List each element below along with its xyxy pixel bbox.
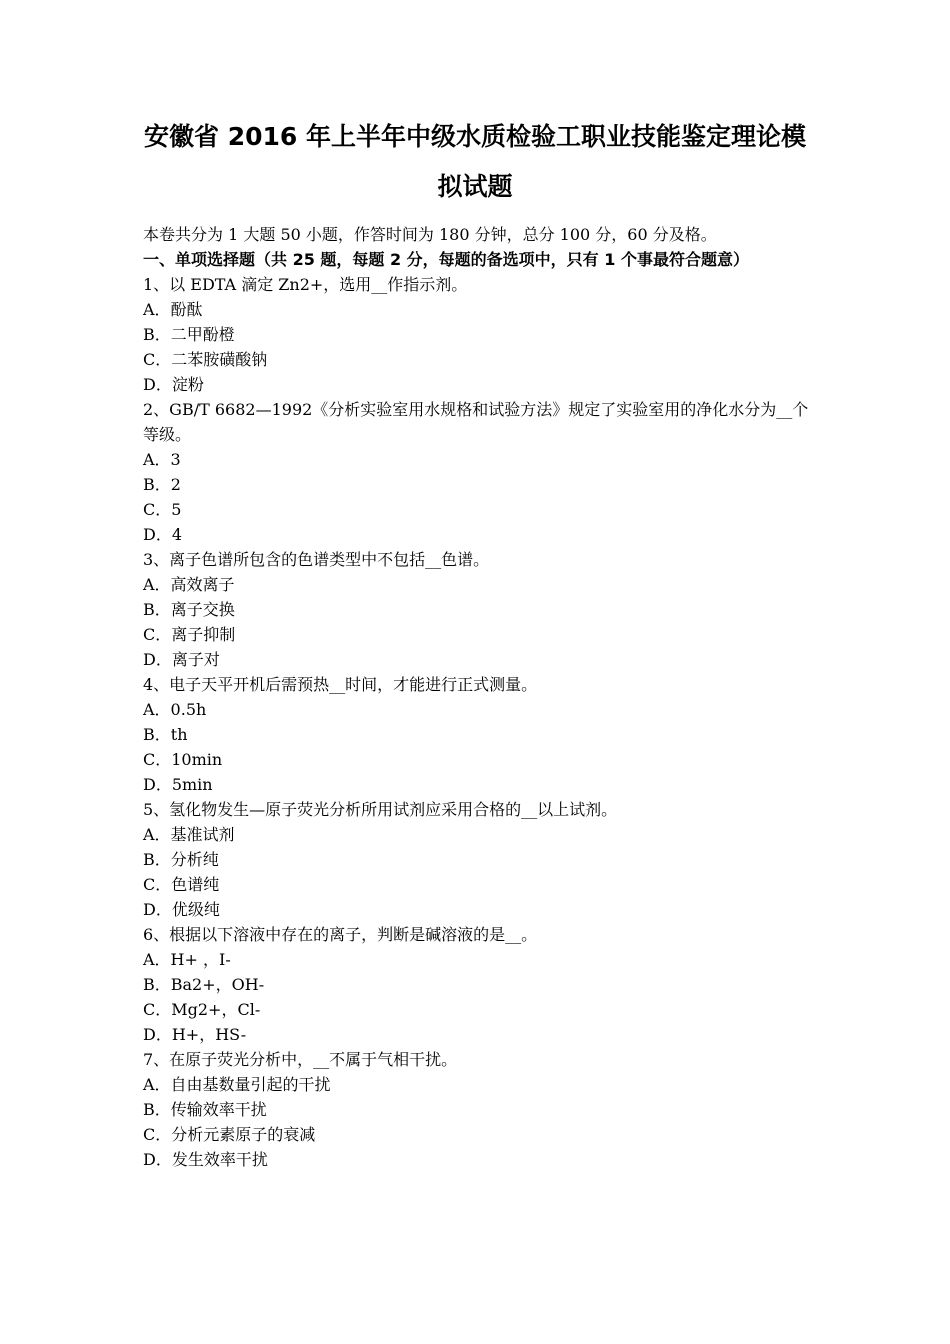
question-7 [143, 1047, 813, 1172]
question-option: A．自由基数量引起的干扰 [143, 1075, 331, 1094]
question-option: A．基准试剂 [143, 825, 235, 844]
question-option: D．优级纯 [143, 900, 220, 919]
question-option: C．色谱纯 [143, 875, 220, 894]
question-4 [143, 672, 813, 797]
question-option: C．5 [143, 500, 182, 519]
question-option: B．传输效率干扰 [143, 1100, 267, 1119]
question-6 [143, 922, 813, 1047]
question-option: C．10min [143, 750, 223, 769]
question-option: B．二甲酚橙 [143, 325, 235, 344]
question-option: B．Ba2+，OH- [143, 975, 265, 994]
question-5 [143, 797, 813, 922]
question-option: A．高效离子 [143, 575, 235, 594]
question-stem: 4、电子天平开机后需预热__时间，才能进行正式测量。 [143, 675, 538, 694]
question-option: A．0.5h [143, 700, 207, 719]
question-option: C．二苯胺磺酸钠 [143, 350, 268, 369]
question-2 [143, 397, 813, 547]
question-option: D．4 [143, 525, 183, 544]
question-1 [143, 272, 813, 397]
exam-intro: 本卷共分为 1 大题 50 小题，作答时间为 180 分钟，总分 100 分，60 分及格。 [143, 225, 717, 244]
question-option: A．酚酞 [143, 300, 203, 319]
question-stem: 5、氢化物发生—原子荧光分析所用试剂应采用合格的__以上试剂。 [143, 800, 618, 819]
section-heading: 一、单项选择题（共 25 题，每题 2 分，每题的备选项中，只有 1 个事最符合题意） [143, 250, 749, 269]
question-option: D．离子对 [143, 650, 220, 669]
question-option: B．分析纯 [143, 850, 219, 869]
question-option: C．Mg2+，Cl- [143, 1000, 261, 1019]
question-option: D．淀粉 [143, 375, 204, 394]
question-option: B．2 [143, 475, 181, 494]
question-option: C．离子抑制 [143, 625, 236, 644]
question-stem: 6、根据以下溶液中存在的离子，判断是碱溶液的是__。 [143, 925, 538, 944]
document-body [143, 222, 813, 1172]
question-option: D．发生效率干扰 [143, 1150, 268, 1169]
question-option: C．分析元素原子的衰减 [143, 1125, 316, 1144]
question-stem: 7、在原子荧光分析中，__不属于气相干扰。 [143, 1050, 458, 1069]
question-stem: 1、以 EDTA 滴定 Zn2+，选用__作指示剂。 [143, 275, 468, 294]
document-title-line-1: 安徽省 2016 年上半年中级水质检验工职业技能鉴定理论模 [144, 122, 806, 151]
question-stem: 3、离子色谱所包含的色谱类型中不包括__色谱。 [143, 550, 490, 569]
question-option: B．th [143, 725, 188, 744]
question-3 [143, 547, 813, 672]
question-option: D．5min [143, 775, 213, 794]
question-option: D．H+，HS- [143, 1025, 247, 1044]
document-title-line-2: 拟试题 [437, 172, 513, 201]
question-option: A．3 [143, 450, 181, 469]
question-option: B．离子交换 [143, 600, 235, 619]
question-stem: 2、GB/T 6682—1992《分析实验室用水规格和试验方法》规定了实验室用的净化水分为__个等级。 [143, 400, 809, 444]
question-option: A．H+ ，I- [143, 950, 231, 969]
